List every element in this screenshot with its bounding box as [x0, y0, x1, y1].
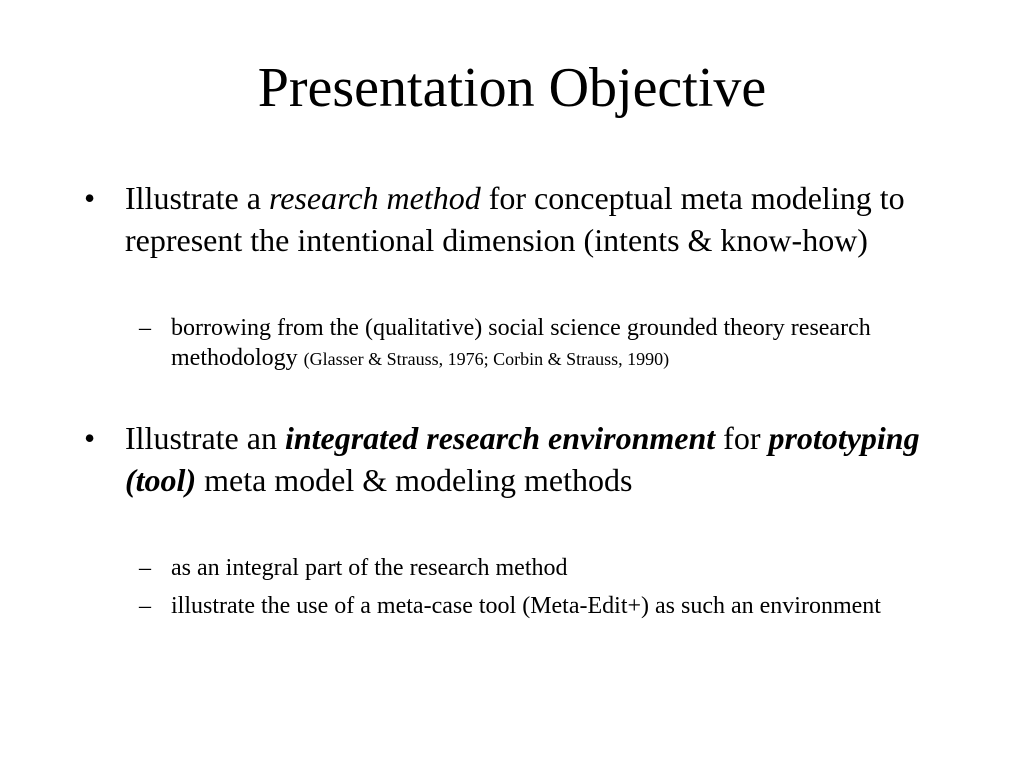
sub-bullet-text: illustrate the use of a meta-case tool (Meta-Edit+) as such an environment	[171, 593, 881, 619]
dash-marker: –	[139, 555, 151, 581]
bullet-emphasis-environment: integrated research environment	[284, 420, 716, 456]
bullet-emphasis: research method	[268, 180, 481, 216]
bullet-text-post: for conceptual meta modeling to represent the intentional dimension (intents & know-how)	[125, 180, 905, 258]
sub-bullet-main: borrowing from the (qualitative) social science grounded theory research methodology	[171, 315, 871, 371]
citation: (Glasser & Strauss, 1976; Corbin & Strauss, 1990)	[303, 349, 670, 369]
dash-marker: –	[139, 315, 151, 341]
bullet-marker: •	[84, 180, 96, 216]
dash-marker: –	[139, 593, 151, 619]
bullet-marker: •	[84, 420, 96, 456]
bullet-text	[125, 417, 944, 501]
bullet-text-pre: Illustrate an	[125, 420, 285, 456]
bullet-text	[125, 177, 944, 261]
bullet-research-method	[84, 177, 944, 261]
bullet-text-post: meta model & modeling methods	[196, 462, 633, 498]
sub-bullet-text: as an integral part of the research method	[171, 555, 568, 581]
sub-bullet-integral-part	[139, 553, 929, 583]
sub-bullet-text	[171, 313, 929, 374]
bullet-text-pre: Illustrate a	[125, 180, 269, 216]
sub-bullet-grounded-theory	[139, 313, 929, 374]
bullet-research-environment	[84, 417, 944, 501]
bullet-emphasis-prototyping: prototyping (tool)	[125, 420, 920, 498]
slide-title: Presentation Objective	[257, 57, 767, 119]
bullet-text-mid: for	[715, 420, 769, 456]
sub-bullet-meta-case-tool	[139, 591, 929, 621]
